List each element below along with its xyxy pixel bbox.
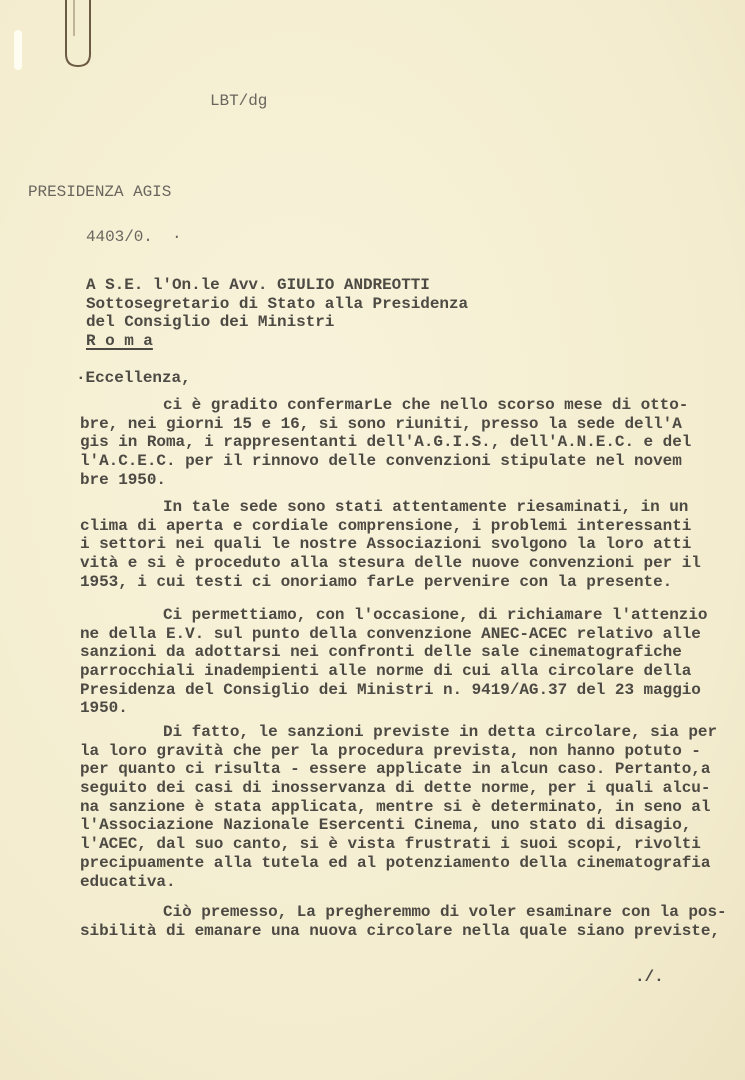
text-line: sanzioni da adottarsi nei confronti delle sale cinematografiche [80,643,682,662]
recipient-line: A S.E. l'On.le Avv. GIULIO ANDREOTTI [86,276,430,294]
continuation-mark: ./. [635,968,664,986]
recipient-line: Sottosegretario di Stato alla Presidenza [86,294,469,313]
punch-hole-tear [14,30,22,70]
paragraph-3 [80,606,707,718]
text-line: Ci permettiamo, con l'occasione, di richiamare l'attenzio [163,606,708,624]
text-line: l'Associazione Nazionale Esercenti Cinema, uno stato di disagio, [80,816,692,835]
paragraph-2 [80,498,701,591]
text-line: seguito dei casi di inosservanza di dette norme, per i quali alcu- [80,779,711,798]
recipient-city: R o m a [86,332,153,351]
text-line: vità e si è proceduto alla stesura delle nuove convenzioni per il [80,554,701,573]
text-line: sibilità di emanare una nuova circolare nella quale siano previste, [80,921,720,940]
text-line: l'ACEC, dal suo canto, si è vista frustrati i suoi scopi, rivolti [80,835,701,854]
text-line: ci è gradito confermarLe che nello scorso mese di otto- [163,396,689,414]
text-line: gis in Roma, i rappresentanti dell'A.G.I.S., dell'A.N.E.C. e del [80,433,692,452]
paragraph-4 [80,723,717,891]
text-line: ne della E.V. sul punto della convenzione ANEC-ACEC relativo alle [80,624,701,643]
recipient-address [86,276,468,351]
text-line: precipuamente alla tutela ed al potenziamento della cinematografia [80,853,711,872]
sender-heading: PRESIDENZA AGIS [28,183,172,201]
recipient-line: del Consiglio dei Ministri [86,313,335,332]
text-line: i settori nei quali le nostre Associazioni svolgono la loro atti [80,535,692,554]
paragraph-5 [80,903,727,940]
text-line: clima di aperta e cordiale comprensione, i problemi interessanti [80,516,692,535]
text-line: bre, nei giorni 15 e 16, si sono riuniti, presso la sede dell'A [80,414,682,433]
text-line: na sanzione è stata applicata, mentre si è determinato, in seno al [80,797,711,816]
text-line: 1950. [80,699,128,718]
paper-clip-icon [60,0,100,72]
text-line: l'A.C.E.C. per il rinnovo delle convenzioni stipulate nel novem [80,452,682,471]
text-line: bre 1950. [80,470,166,489]
text-line: In tale sede sono stati attentamente riesaminati, in un [163,498,689,516]
text-line: per quanto ci risulta - essere applicate in alcun caso. Pertanto,a [80,760,711,779]
text-line: 1953, i cui testi ci onoriamo farLe pervenire con la presente. [80,572,673,591]
text-line: educativa. [80,872,176,891]
text-line: Ciò premesso, La pregheremmo di voler esaminare con la pos- [163,903,727,921]
salutation: ·Eccellenza, [76,369,191,387]
text-line: parrocchiali inadempienti alle norme di cui alla circolare della [80,662,692,681]
paragraph-1 [80,396,691,489]
text-line: la loro gravità che per la procedura prevista, non hanno potuto - [80,741,701,760]
protocol-number: 4403/0. · [86,228,182,246]
reference-code: LBT/dg [210,92,268,110]
text-line: Di fatto, le sanzioni previste in detta circolare, sia per [163,723,717,741]
text-line: Presidenza del Consiglio dei Ministri n. 9419/AG.37 del 23 maggio [80,680,701,699]
